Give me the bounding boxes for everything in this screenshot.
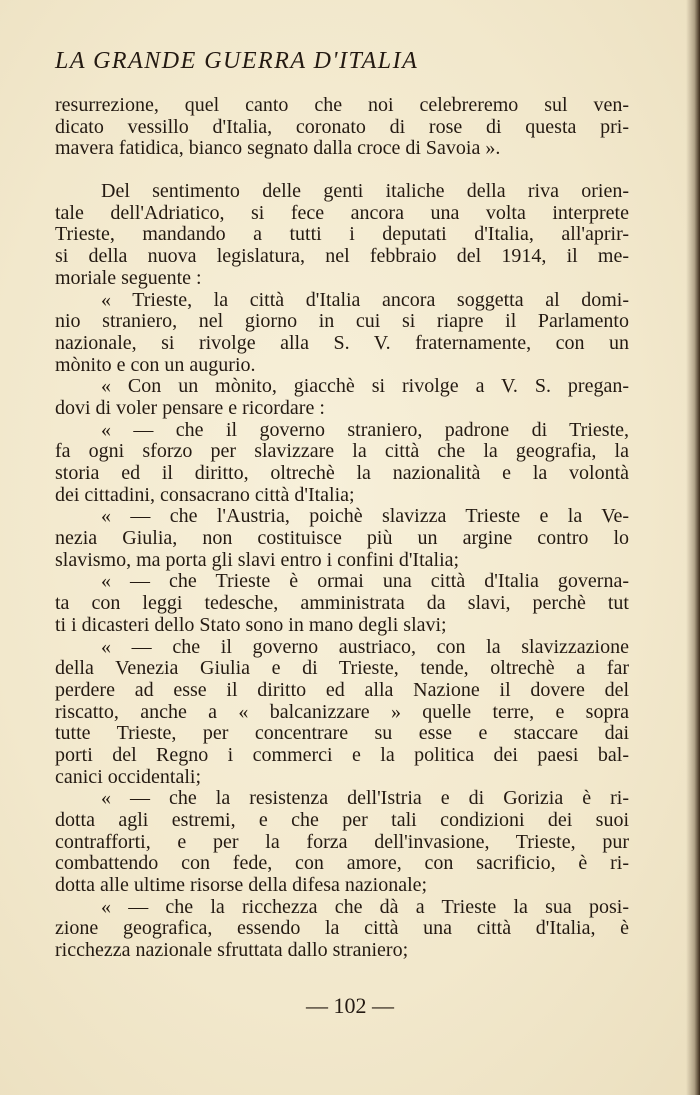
body-text xyxy=(55,95,629,962)
text-line: contrafforti, e per la forza dell'invasione, Trieste, pur xyxy=(55,830,629,853)
text-line: combattendo con fede, con amore, con sacrificio, è ri- xyxy=(55,852,629,875)
text-line: della Venezia Giulia e di Trieste, tende, oltrechè a far xyxy=(55,657,629,680)
text-line: si della nuova legislatura, nel febbraio del 1914, il me- xyxy=(55,245,629,268)
text-line: « — che la resistenza dell'Istria e di Gorizia è ri- xyxy=(101,787,629,810)
paragraph xyxy=(55,506,629,571)
text-line: mavera fatidica, bianco segnato dalla croce di Savoia ». xyxy=(55,137,501,160)
text-line: zione geografica, essendo la città una città d'Italia, è xyxy=(55,917,629,940)
paragraph xyxy=(55,571,629,636)
paragraph xyxy=(55,95,629,160)
text-line: canici occidentali; xyxy=(55,765,202,788)
paragraph xyxy=(55,290,629,377)
paragraph xyxy=(55,788,629,896)
text-line: nio straniero, nel giorno in cui si riapre il Parlamento xyxy=(55,310,629,333)
text-line: storia ed il diritto, oltrechè la nazionalità e la volontà xyxy=(55,462,629,484)
paragraph xyxy=(55,420,629,507)
running-head: LA GRANDE GUERRA D'ITALIA xyxy=(55,48,419,74)
page-edge-shadow xyxy=(686,0,700,1095)
paragraph-gap xyxy=(55,160,629,181)
text-line: dovi di voler pensare e ricordare : xyxy=(55,396,325,419)
paragraph xyxy=(55,181,629,289)
text-line: « — che il governo straniero, padrone di Trieste, xyxy=(101,418,629,441)
text-line: ti i dicasteri dello Stato sono in mano degli slavi; xyxy=(55,613,447,636)
text-line: fa ogni sforzo per slavizzare la città che la geografia, la xyxy=(55,440,629,463)
text-line: tale dell'Adriatico, si fece ancora una volta interprete xyxy=(55,201,629,224)
text-line: moriale seguente : xyxy=(55,266,202,289)
text-line: tutte Trieste, per concentrare su esse e staccare dai xyxy=(55,722,629,745)
text-line: nezia Giulia, non costituisce più un argine contro lo xyxy=(55,527,629,550)
text-line: nazionale, si rivolge alla S. V. fraternamente, con un xyxy=(55,331,629,354)
text-line: ricchezza nazionale sfruttata dallo straniero; xyxy=(55,939,409,962)
text-line: slavismo, ma porta gli slavi entro i confini d'Italia; xyxy=(55,548,460,571)
text-line: dicato vessillo d'Italia, coronato di rose di questa pri- xyxy=(55,115,629,138)
text-line: « Con un mònito, giacchè si rivolge a V. S. pregan- xyxy=(101,375,629,398)
text-line: dei cittadini, consacrano città d'Italia; xyxy=(55,483,355,506)
text-line: dotta alle ultime risorse della difesa nazionale; xyxy=(55,874,428,897)
text-line: Trieste, mandando a tutti i deputati d'Italia, all'aprir- xyxy=(55,223,629,246)
text-line: ta con leggi tedesche, amministrata da slavi, perchè tut xyxy=(55,592,629,615)
text-line: « Trieste, la città d'Italia ancora soggetta al domi- xyxy=(101,288,629,311)
text-line: resurrezione, quel canto che noi celebreremo sul ven- xyxy=(55,94,629,116)
text-line: mònito e con un augurio. xyxy=(55,353,256,376)
paragraph xyxy=(55,897,629,962)
text-line: « — che Trieste è ormai una città d'Italia governa- xyxy=(101,570,629,593)
paragraph xyxy=(55,637,629,789)
text-line: riscatto, anche a « balcanizzare » quelle terre, e sopra xyxy=(55,700,629,723)
text-line: dotta agli estremi, e che per tali condizioni dei suoi xyxy=(55,809,629,831)
text-line: « — che la ricchezza che dà a Trieste la sua posi- xyxy=(101,895,629,918)
text-line: Del sentimento delle genti italiche della riva orien- xyxy=(101,180,629,203)
paragraph xyxy=(55,376,629,419)
text-line: porti del Regno i commerci e la politica dei paesi bal- xyxy=(55,743,629,766)
text-line: perdere ad esse il diritto ed alla Nazione il dovere del xyxy=(55,678,629,701)
page-number: — 102 — xyxy=(306,993,394,1018)
text-line: « — che il governo austriaco, con la slavizzazione xyxy=(101,635,629,658)
text-line: « — che l'Austria, poichè slavizza Trieste e la Ve- xyxy=(101,505,629,528)
